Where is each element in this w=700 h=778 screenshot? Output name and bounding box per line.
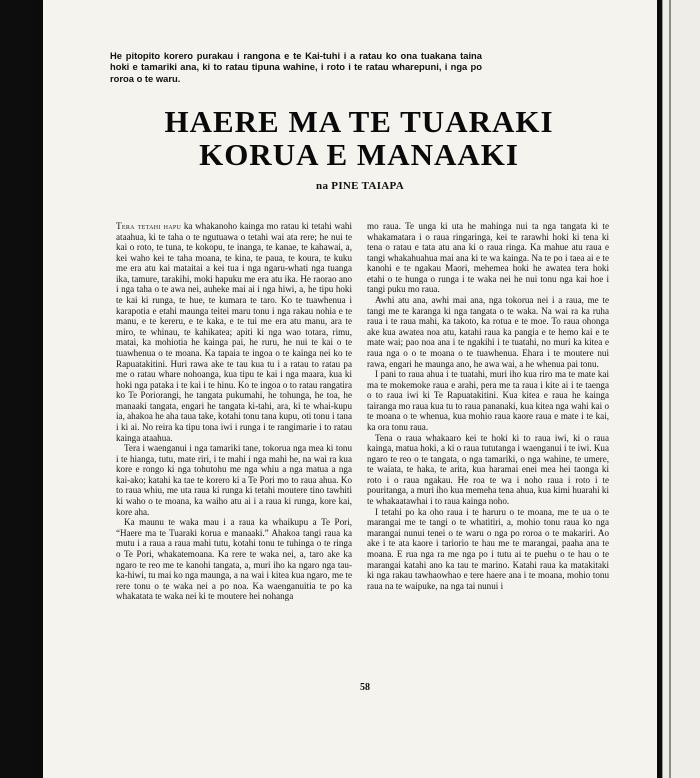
paragraph: mo raua. Te unga ki uta he mahinga nui ta nga tangata ki te whakamatara i o raua ringaringa, kei te rarawhi hoki ki tena ki tena o ratau e tata atu ana ki o raua ringa. Ka mahue atu raua e tangi whakahuahua mai ana ki te wa kainga. Na te po i taea ai e te kanohi e te ngakau Maori, mehemea hoki he awatea tera hoki etahi o te hunga o runga i te waka nei he nui tonu nga kai hoe i tangi puku mo raua. (367, 221, 609, 295)
title-line-1: HAERE MA TE TUARAKI (164, 104, 554, 139)
paragraph: I pani to raua ahua i te tuatahi, muri iho kua riro ma te mate kai ma te mokemoke raua e arahi, pera me ta raua i kite ai i te taenga o to raua iwi ki Te Rapuatakitini. Kua kitea e raua he kainga tairanga mo raua kua tu to raua pananaki, kua kitea nga wahi kai o te moana o te whenua, kua mohio raua kaore raua e mate i te kai, ka ora tonu raua. (367, 369, 609, 432)
opening-words: Tera tetahi hapu (116, 221, 182, 231)
title-line-2: KORUA E MANAAKI (199, 137, 519, 172)
right-column (367, 221, 609, 591)
paragraph-text: ka whakanoho kainga mo ratau ki tetahi wahi ataahua, ki te taha o te ngutuawa o tetahi wai ata rere; he nui te kai o roto, te tuna, te kokopu, te inanga, te kanae, te kahawai, a, kei waho kei te taha moana, te kina, te paua, te koura, te kuku me era atu kai mataitai a kei tua i nga ngaru-whati nga tuanga ika, tamure, tarakihi, moki hapuku me era atu ika. He raorao ano i nga taha o te awa nei, auheke mai ai i nga hiwi, a, he tipu hoki te kai ki runga, te hue, te kumara te taro. Ko te tuawhenua i karapotia e etahi maunga teitei maru tonu i nga rakau nohia e te manu, e te kereru, e te kaka, e te tui me era atu manu, ara te miro, te whinau, te kahikatea; apiti ki nga wao totara, rimu, matai, ka mohiotia he kainga pai, he ruru, he nui te kai o te tuawhenua o te moana. Ka tapaia te ingoa o te kainga nei ko te Rapuatakitini. Huri rawa ake te tau kua tu i a ratau to ratau pa me o ratau whare nohoanga, kua tipu te kai i nga maara, kua ki hoki nga pataka i te kai i te hinu. Ko te ingoa o to ratau rangatira ko Te Poriorangi, he tangata pukumahi, he tohunga, he toa, he manaaki tangata, engari he tangata ki-tahi, ara, ki te whai-kupu ia, ahakoa he aha taua take, kotahi tonu tana kupu, oti tonu i tana i ki ai. No reira ka tipu tona iwi i runga i te rangimarie i to ratau kainga ataahua. (116, 221, 352, 443)
paragraph: Awhi atu ana, awhi mai ana, nga tokorua nei i a raua, me te tangi me te karanga ki nga tangata o te waka. Na wai ra ka ruha raua i te raua mahi, ka takoto, ka rotua e te moe. To raua ohonga ake kua awatea noa atu, katahi raua ka pangia e te hemo kai e te mate wai; pao noa ana i te ngakihi i te tuatahi, no muri ka kitea e raua nga o o te moana o te tuawhenua. Ehara i te moutere nui rawa, engari he maunga ano, he awa wai, a he whenua pai tonu. (367, 295, 609, 369)
page-gutter-line (669, 0, 671, 778)
article-title (110, 105, 608, 171)
left-column (116, 221, 352, 602)
paragraph: I tetahi po ka oho raua i te haruru o te moana, me te ua o te marangai me te tangi o te whatitiri, a, mohio tonu raua ko nga marangai nunui tenei o te waru o nga po roroa o te makariri. Ao ake i te ata kaore i tariorio te hau me te marangai, paaha ana te moana. E rua nga ra me nga po i tutu ai te puehu o te hau o te marangai katahi ano ka tau te marino. Katahi raua ka matakitaki ki nga rakau tawhaowhao e tere haere ana i te moana, mohio tonu raua na te waipuke, na nga tai nunui i (367, 506, 609, 591)
author-byline: na PINE TAIAPA (316, 180, 404, 192)
paragraph (116, 221, 352, 443)
paragraph: Ka maunu te waka mau i a raua ka whaikupu a Te Pori, “Haere ma te Tuaraki korua e manaaki.” Ahakoa tangi raua ka mutu i a raua a raua mahi tutu, kotahi tonu te tuhinga o te ringa o Te Pori, whakatemoana. Ka rere te waka nei, a, taro ake ka ngaro te reo me te kanohi tangata, a, muri iho ka ngaro nga tau-ka-hiwi, tu mai ko nga maunga, a na wai i kitea kua ngaro, me te rere tonu o te waka nei a po noa. Ka waenganuitia te po ka whakatata te waka nei ki te moutere hei nohanga (116, 517, 352, 602)
paragraph: Tera i waenganui i nga tamariki tane, tokorua nga mea ki tonu i te hianga, tutu, mate riri, i te mahi i nga mahi he, na wai ra kua kore e rongo ki nga tohutohu me nga whiu a nga matua a nga kai-ako; katahi ka tae te korero ki a Te Pori mo to raua ahua. Ko to raua whiu, me uta raua ki runga ki tetahi moutere tino tawhiti ki waho o te moana, ka waiho atu ai i a raua ki runga, kore kai, kore aha. (116, 443, 352, 517)
page-number: 58 (360, 682, 370, 693)
paragraph: Tena o raua whakaaro kei te hoki ki to raua iwi, ki o raua kainga, matua hoki, a ki o raua tututanga i waenganui i te iwi. Kua ngaro te reo o te tangata, o nga tamariki, o nga wahine, te umere, te waiata, te haka, te arita, kua haramai enei mea hei taonga ki roto i o raua ngakau. He roa te wa i noho raua i roto i te pouritanga, a muri iho kua memeha tena ahua, kua kimi huarahi ki te whakaatawhai i to raua kainga noho. (367, 432, 609, 507)
intro-blurb: He pitopito korero purakau i rangona e te Kai-tuhi i a ratau ko ona tuakana taina hoki e tamariki ana, ki to ratau tipuna wahine, i roto i te ratau wharepuni, i nga po roroa o te waru. (110, 50, 482, 84)
facing-page-edge (662, 0, 700, 778)
